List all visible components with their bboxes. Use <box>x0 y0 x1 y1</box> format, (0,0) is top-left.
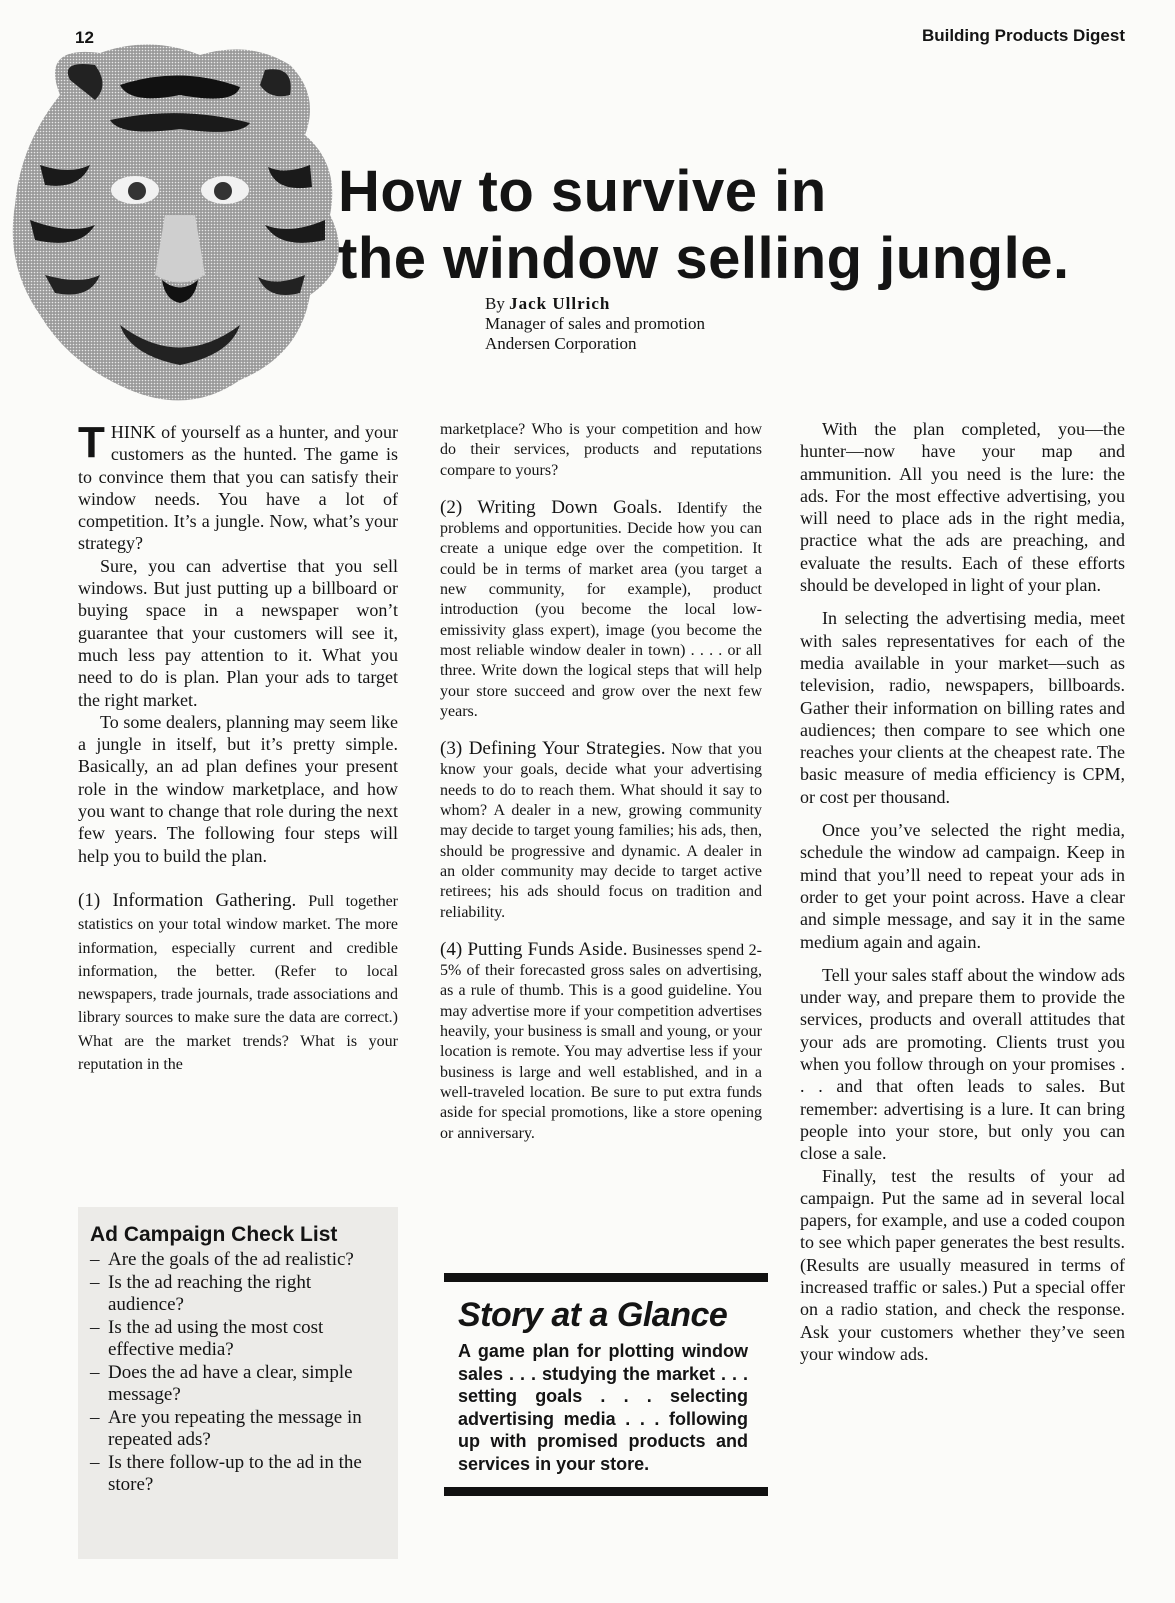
paragraph: Once you’ve selected the right media, schedule the window ad campaign. Keep in mind that you’ll need to repeat your ads in order to get your point across. Have a clear and simple message, and say it in the same medium again and again. <box>800 820 1125 952</box>
byline-by: By <box>485 294 505 313</box>
checklist-title: Ad Campaign Check List <box>90 1223 338 1246</box>
checklist-item: – Are you repeating the message in repeated ads? <box>90 1406 362 1450</box>
article-column-2 <box>440 420 762 1144</box>
paragraph: Finally, test the results of your ad campaign. Put the same ad in several local papers, for example, and use a coded coupon to see which paper generates the best results. (Results are usually measured in terms of increased traffic or sales.) Put a special offer on a radio station, and check the response. Ask your customers whether they’ve seen your window ads. <box>800 1165 1125 1364</box>
dash: – <box>90 1406 100 1428</box>
bottom-rule <box>444 1487 768 1496</box>
paragraph: In selecting the advertising media, meet with sales representatives for each of the media available in your market—such as television, radio, newspapers, billboards. Gather their information on billing rates and audiences; then compare to see which one reaches your clients at the cheapest rate. The basic measure of media efficiency is CPM, or cost per thousand. <box>800 608 1125 807</box>
byline-author: Jack Ullrich <box>509 294 611 313</box>
drop-cap: T <box>78 418 105 467</box>
checklist-item: – Does the ad have a clear, simple message? <box>90 1361 353 1405</box>
tiger-head-illustration <box>0 25 360 410</box>
step-1 <box>78 889 398 1075</box>
publication-name: Building Products Digest <box>921 26 1125 45</box>
step-2 <box>440 498 762 722</box>
byline-title: Manager of sales and promotion <box>485 314 705 333</box>
paragraph: With the plan completed, you—the hunter—now have your map and ammunition. All you need is the lure: the ads. For the most effective advertising, you will need to place ads in the right media, practice what the ads are preaching, and evaluate the results. Each of these efforts should be developed in light of your plan. <box>800 419 1125 596</box>
story-at-a-glance <box>444 1273 768 1496</box>
step-heading: (4) Putting Funds Aside. <box>440 938 628 960</box>
headline <box>338 158 1138 292</box>
checklist-item: – Is the ad using the most cost effective media? <box>90 1316 324 1360</box>
byline <box>485 294 705 354</box>
paragraph: Tell your sales staff about the window ads under way, and prepare them to provide the services, products and overall attitudes that your ads are promoting. Clients trust you when you follow through on your promises . . . and that often leads to sales. But remember: advertising is a lure. It can bring people into your store, but only you can close a sale. <box>800 964 1125 1164</box>
step-heading: (3) Defining Your Strategies. <box>440 738 666 760</box>
glance-body: A game plan for plotting window sales . . . studying the market . . . setting goals . . . selecting advertising media . . . following up with promised products and services in your store. <box>458 1341 748 1474</box>
step-body: Pull together statistics on your total window market. The more information, especially current and credible information, the better. (Refer to local newspapers, trade journals, trade associations and library sources to make sure the data are correct.) What are the market trends? What is your reputation in the <box>78 892 398 1074</box>
paragraph: To some dealers, planning may seem like a jungle in itself, but it’s pretty simple. Basically, an ad plan defines your present role in the window marketplace, and how you want to change that role during the next few years. The following four steps will help you to build the plan. <box>78 711 398 866</box>
dash: – <box>90 1316 100 1338</box>
dash: – <box>90 1451 100 1473</box>
step-3 <box>440 739 762 923</box>
paragraph: marketplace? Who is your competition and how do their services, products and reputations compare to yours? <box>440 421 762 479</box>
headline-line-2: the window selling jungle. <box>338 226 1070 291</box>
step-body: Businesses spend 2-5% of their forecasted gross sales on advertising, as a rule of thumb. This is a good guideline. You may advertise more if your competition advertises heavily, your business is small and young, or your location is remote. You may advertise less if your business is large and well established, and in a well-traveled location. Be sure to put extra funds aside for special promotions, like a store opening or anniversary. <box>440 941 762 1142</box>
checklist-item: – Are the goals of the ad realistic? <box>90 1249 354 1270</box>
step-body: Now that you know your goals, decide what your advertising needs to do to reach them. What should it say to whom? A dealer in a new, growing community may decide to target young families; his ads, then, should be progressive and dynamic. A dealer in an older community may decide to target active retirees; his ads should focus on tradition and reliability. <box>440 741 763 921</box>
glance-title: Story at a Glance <box>458 1296 728 1334</box>
step-4 <box>440 940 762 1144</box>
step-heading: (1) Information Gathering. <box>78 889 297 911</box>
dash: – <box>90 1271 100 1293</box>
dash: – <box>90 1361 100 1383</box>
checklist-item: – Is there follow-up to the ad in the store? <box>90 1451 362 1495</box>
paragraph: Sure, you can advertise that you sell windows. But just putting up a billboard or buying space in a newspaper won’t guarantee that your customers will see it, much less pay attention to it. What you need to do is plan. Plan your ads to target the right market. <box>78 555 398 710</box>
page-number: 12 <box>75 28 94 47</box>
paragraph: HINK of yourself as a hunter, and your customers as the hunted. The game is to convince them that you can satisfy their window needs. You have a lot of competition. It’s a jungle. Now, what’s your strategy? <box>78 422 398 554</box>
step-body: Identify the problems and opportunities. Decide how you can create a unique edge over the competition. It could be in terms of market area (you target a new community, for example), product introduction (you become the local low-emissivity glass expert), image (you become the most reliable window dealer in town) . . . . or all three. Write down the logical steps that will help your store succeed and grow over the next few years. <box>440 499 763 720</box>
article-column-3 <box>800 418 1125 1365</box>
article-column-1 <box>78 418 398 1075</box>
checklist-items <box>78 1249 398 1497</box>
top-rule <box>444 1273 768 1282</box>
checklist-item: – Is the ad reaching the right audience? <box>90 1271 312 1315</box>
checklist-box <box>78 1207 398 1559</box>
byline-company: Andersen Corporation <box>485 334 637 353</box>
headline-line-1: How to survive in <box>338 159 827 224</box>
dash: – <box>90 1249 100 1270</box>
step-heading: (2) Writing Down Goals. <box>440 496 663 518</box>
